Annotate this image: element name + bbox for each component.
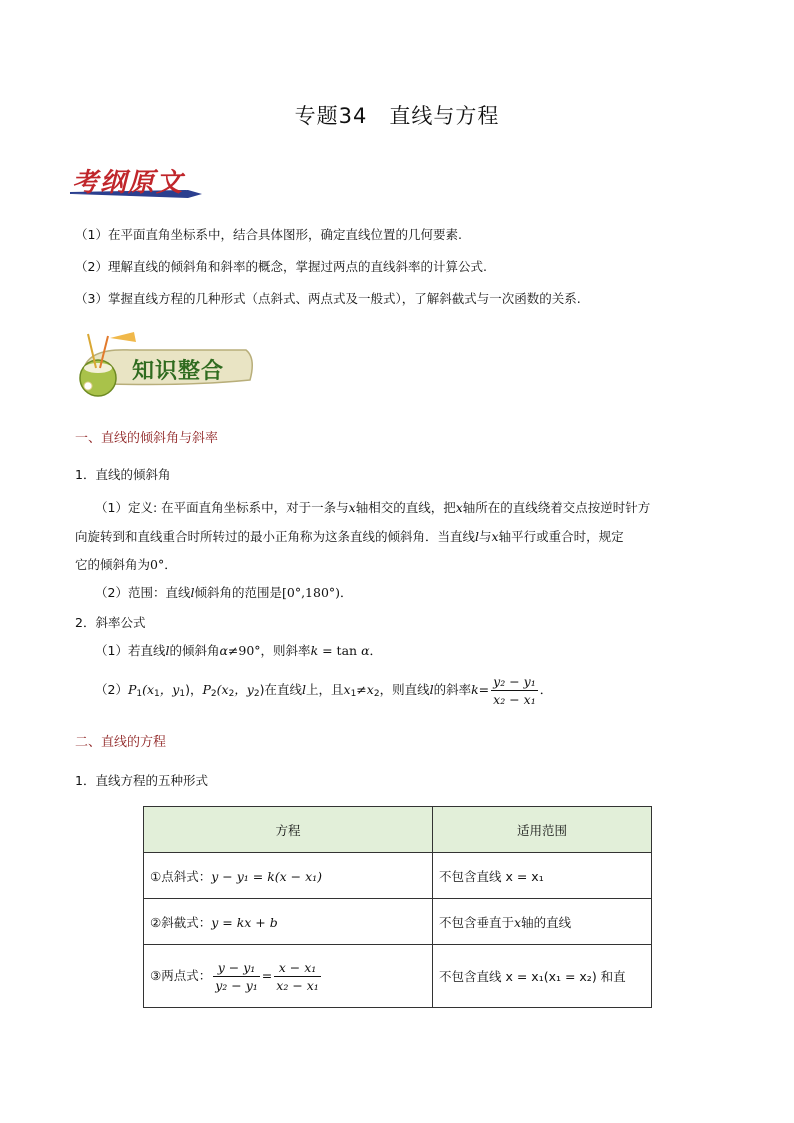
syllabus-badge [68,160,208,200]
line-equation-forms-table [143,806,652,1008]
table-cell-scope: 不包含垂直于x轴的直线 [433,899,652,945]
table-row [144,945,652,1008]
table-cell-equation: ①点斜式：y − y₁ = k(x − x₁) [144,853,433,899]
subheading-slope: 2．斜率公式 [75,615,146,630]
slope-line-1: （1）若直线l的倾斜角α≠90°，则斜率k = tan α． [95,643,383,658]
outline-item: （2）理解直线的倾斜角和斜率的概念，掌握过两点的直线斜率的计算公式. [75,259,487,274]
table-row [144,899,652,945]
outline-item: （1）在平面直角坐标系中，结合具体图形，确定直线位置的几何要素. [75,227,462,242]
definition-line-3: 它的倾斜角为0°． [75,557,177,572]
section-heading-2: 二、直线的方程 [75,735,167,750]
table-header-scope: 适用范围 [433,807,652,853]
knowledge-badge-text: 知识整合 [132,358,225,384]
two-point-fraction-left: $\frac{\text{y − y₁}}{\text{y₂ − y₁}}$ [215,959,258,993]
table-header-row [144,807,652,853]
syllabus-badge-text: 考纲原文 [72,168,185,198]
slope-fraction: $\frac{\text{y₂ − y₁}}{\text{x₂ − x₁}}$ [493,674,536,707]
table-row [144,853,652,899]
two-point-fraction-right: $\frac{\text{x − x₁}}{\text{x₂ − x₁}}$ [276,959,319,993]
table-header-equation: 方程 [144,807,433,853]
outline-item: （3）掌握直线方程的几种形式（点斜式、两点式及一般式），了解斜截式与一次函数的关系. [75,291,581,306]
section-heading-1: 一、直线的倾斜角与斜率 [75,431,219,446]
table-cell-scope: 不包含直线 x = x₁(x₁ = x₂) 和直 [433,945,652,1008]
page-title: 专题34 直线与方程 [294,104,500,128]
table-cell-equation: ②斜截式：y = kx + b [144,899,433,945]
table-cell-scope: 不包含直线 x = x₁ [433,853,652,899]
slope-line-2: $(2)P_1(x_1$，$y_1$)，$P_2(x_2$，$y_2$)在直线l上，且$x_1\ne x_2$，则直线l的斜率k= $\frac{\text{y₂ − y₁}}{\text{x₂ − x₁}}$ ． [95,674,553,707]
definition-line-2: 向旋转到和直线重合时所转过的最小正角称为这条直线的倾斜角．当直线l与x轴平行或重合时，规定 [75,529,624,544]
definition-line-1: （1）定义: 在平面直角坐标系中，对于一条与x轴相交的直线，把x轴所在的直线绕着交点按逆时针方 [95,500,651,515]
table-cell-equation: ③两点式： $\frac{\text{y − y₁}}{\text{y₂ − y₁}}$ = $\frac{\text{x − x₁}}{\text{x₂ − x₁}}$ [144,945,433,1008]
range-line: （2）范围：直线l倾斜角的范围是[0°,180°)． [95,585,353,600]
subheading-inclination: 1．直线的倾斜角 [75,467,171,482]
subheading-five-forms: 1．直线方程的五种形式 [75,773,208,788]
knowledge-badge [70,328,260,400]
